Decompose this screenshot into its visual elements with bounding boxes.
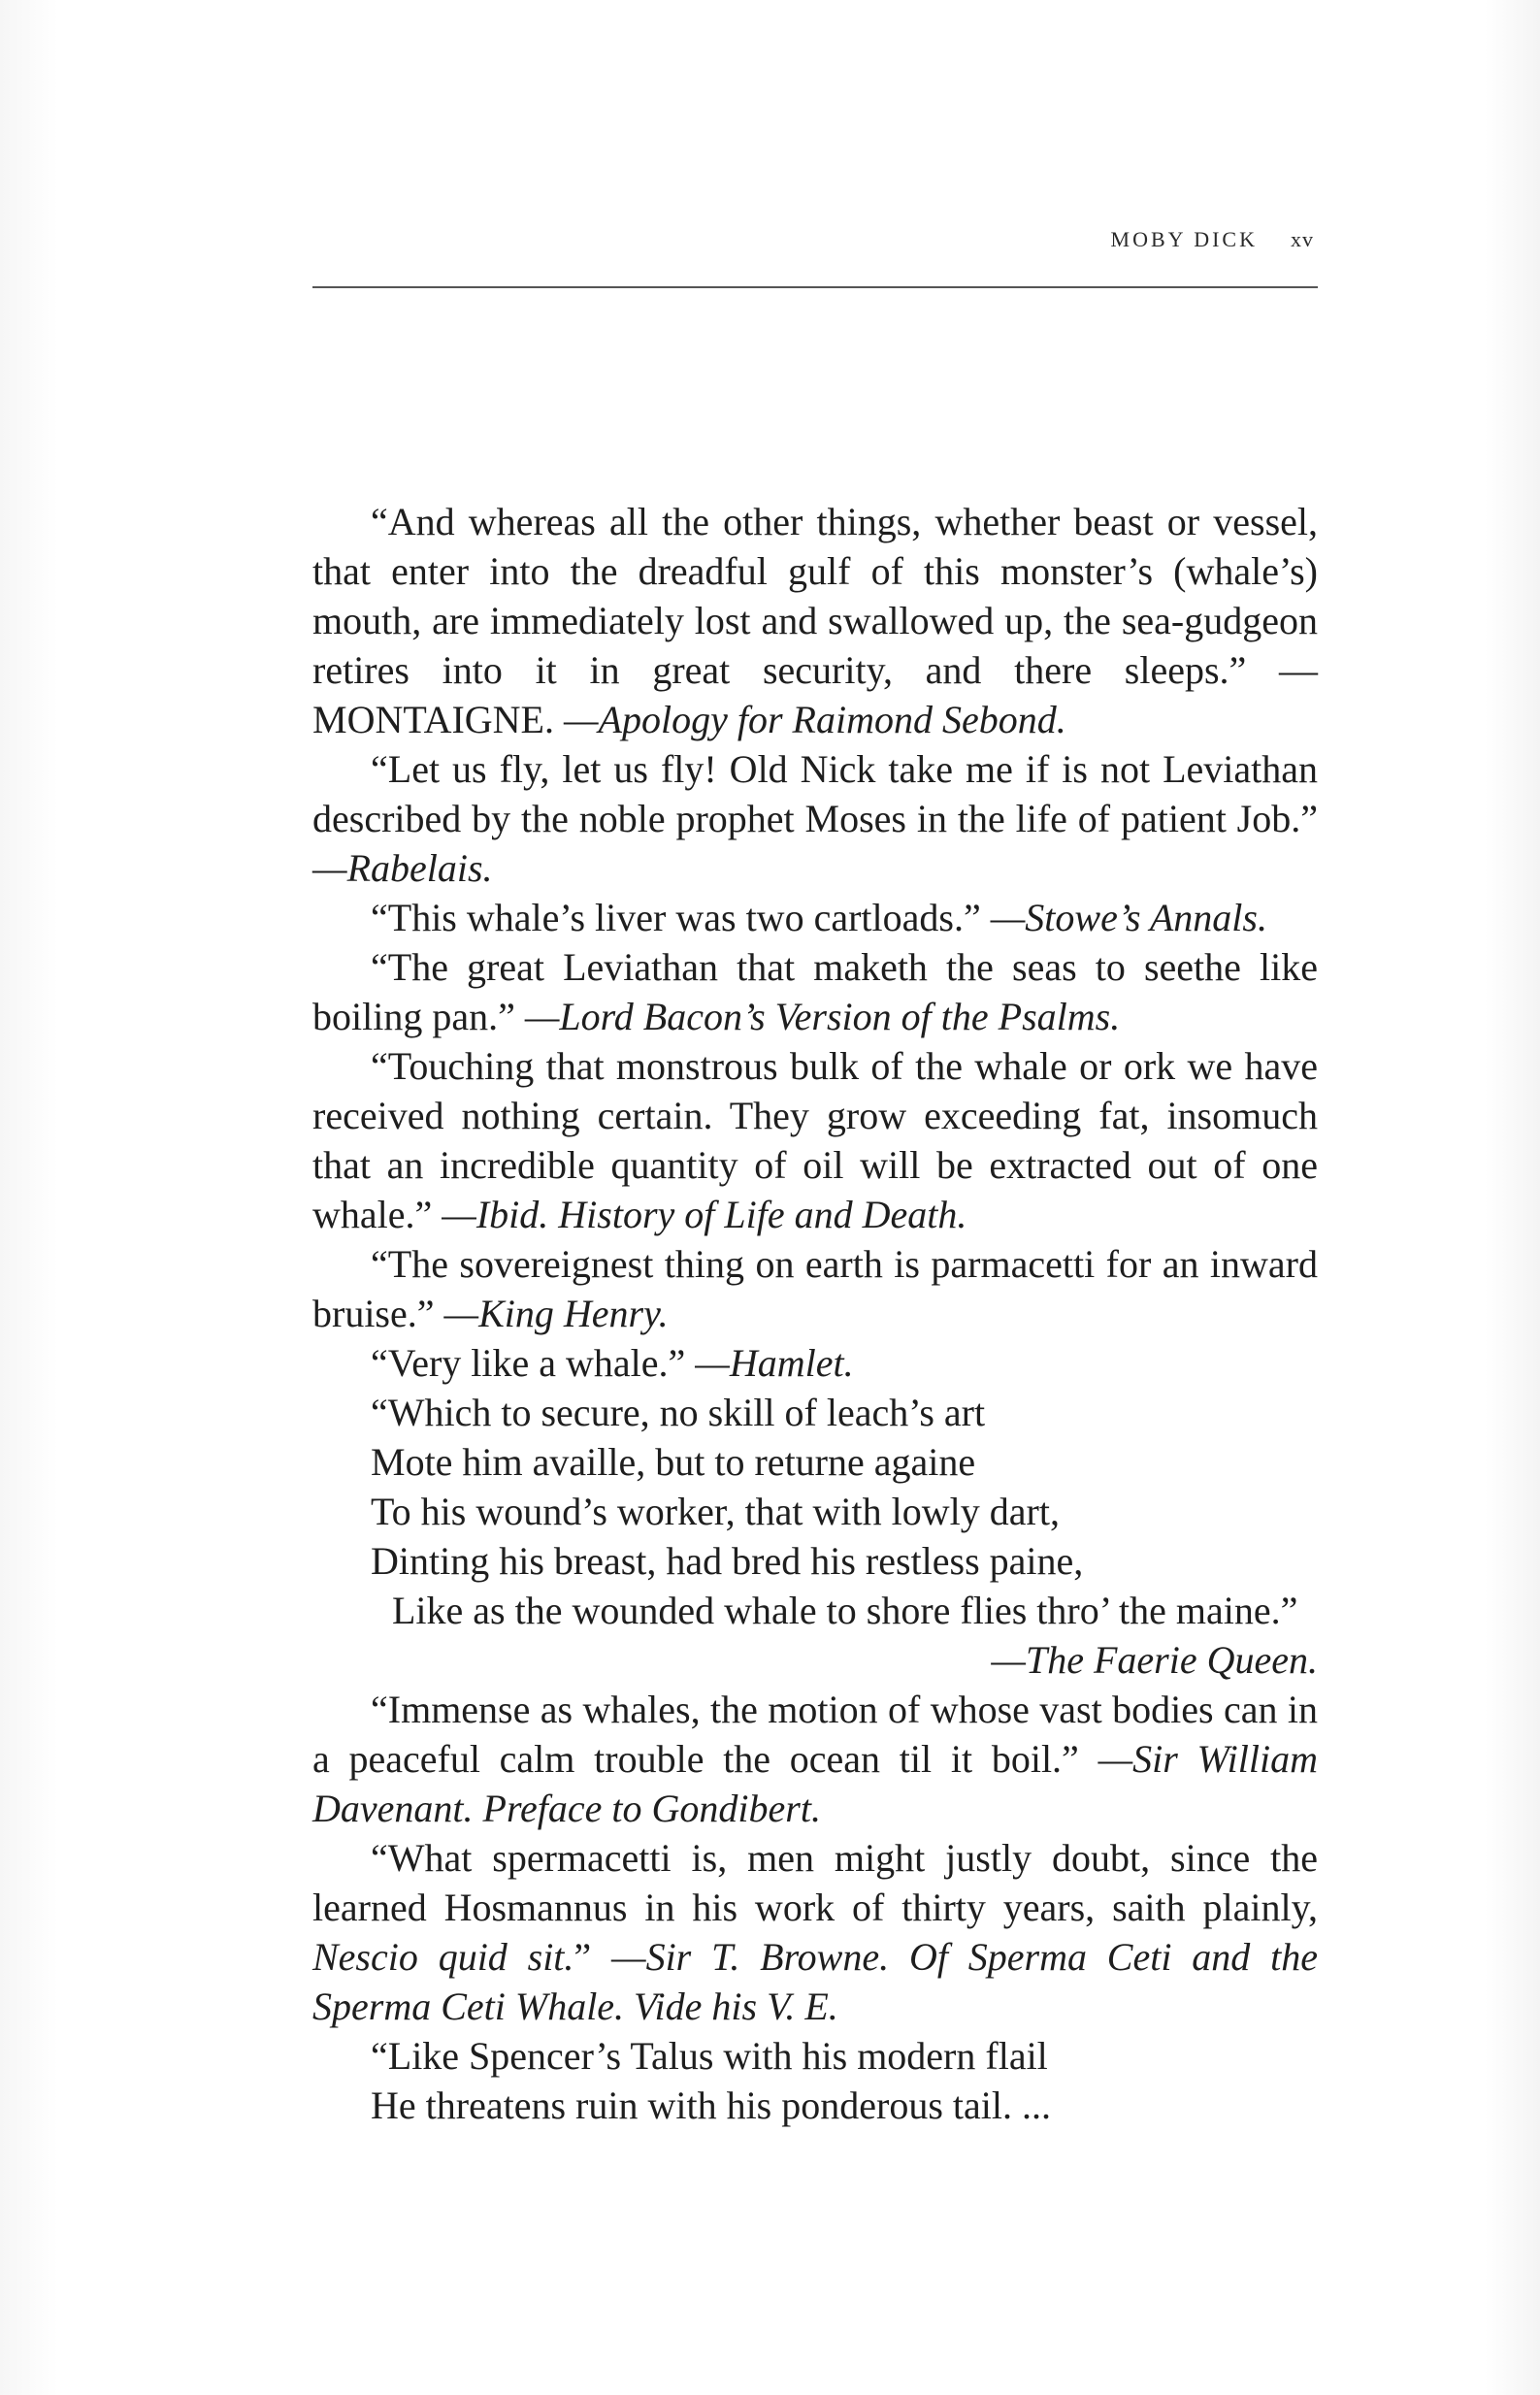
- source-citation: —Sir William Davenant. Preface to Gondibert.: [312, 1737, 1318, 1830]
- latin-phrase: Nescio quid sit.: [312, 1935, 574, 1979]
- verse-line: “Like Spencer’s Talus with his modern flail: [371, 2034, 1048, 2078]
- extract-paragraph: [312, 893, 1318, 942]
- extract-paragraph: [312, 942, 1318, 1041]
- source-citation: —Apology for Raimond Sebond.: [563, 698, 1066, 741]
- quote-text: “What spermacetti is, men might justly doubt, since the learned Hosmannus in his work of thirty years, saith plainly,: [312, 1836, 1318, 1929]
- extract-paragraph: [312, 1338, 1318, 1388]
- extract-paragraph: [312, 1041, 1318, 1239]
- header-rule: [312, 286, 1318, 288]
- extract-paragraph: [312, 497, 1318, 744]
- quote-text: “Let us fly, let us fly! Old Nick take me if is not Leviathan described by the noble prophet Moses in the life of patient Job.”: [312, 747, 1318, 840]
- quote-text: “Immense as whales, the motion of whose vast bodies can in a peaceful calm trouble the ocean til it boil.”: [312, 1688, 1318, 1781]
- running-header: [1111, 227, 1314, 252]
- verse-line: Mote him availle, but to returne againe: [371, 1440, 976, 1484]
- verse-line: He threatens ruin with his ponderous tail. ...: [371, 2083, 1051, 2127]
- source-citation: —Sir T. Browne. Of Sperma Ceti and the Sperma Ceti Whale. Vide his V. E.: [312, 1935, 1318, 2028]
- source-citation: —The Faerie Queen.: [991, 1638, 1318, 1682]
- quote-close: ”: [573, 1935, 611, 1979]
- extract-paragraph: [312, 1833, 1318, 2031]
- verse-line: To his wound’s worker, that with lowly dart,: [371, 1490, 1060, 1533]
- verse-attribution: [312, 1635, 1318, 1685]
- page-number: xv: [1291, 227, 1314, 251]
- extract-paragraph: [312, 1685, 1318, 1833]
- body-text: [312, 497, 1318, 2130]
- verse-block: [312, 1388, 1318, 1685]
- quote-text: “The great Leviathan that maketh the seas to seethe like boiling pan.”: [312, 945, 1318, 1038]
- extract-paragraph: [312, 744, 1318, 893]
- verse-line: Dinting his breast, had bred his restless paine,: [371, 1539, 1084, 1583]
- source-citation: —Rabelais.: [312, 846, 493, 890]
- quote-text: “Touching that monstrous bulk of the whale or ork we have received nothing certain. They grow exceeding fat, insomuch that an incredible quantity of oil will be extracted out of one whale.”: [312, 1044, 1318, 1236]
- quote-text: “And whereas all the other things, whether beast or vessel, that enter into the dreadful gulf of this monster’s (whale’s) mouth, are immediately lost and swallowed up, the sea-gudgeon retires into it in great security, and there sleeps.” — MONTAIGNE.: [312, 500, 1318, 741]
- quote-text: “This whale’s liver was two cartloads.”: [371, 896, 991, 939]
- source-citation: —Stowe’s Annals.: [990, 896, 1267, 939]
- verse-block: [312, 2031, 1318, 2130]
- running-title: MOBY DICK: [1110, 227, 1258, 251]
- source-citation: —Lord Bacon’s Version of the Psalms.: [524, 995, 1121, 1038]
- quote-text: “Very like a whale.”: [371, 1341, 696, 1385]
- source-citation: —Hamlet.: [695, 1341, 854, 1385]
- source-citation: —Ibid. History of Life and Death.: [442, 1193, 967, 1236]
- verse-line: Like as the wounded whale to shore flies thro’ the maine.”: [392, 1589, 1298, 1632]
- verse-line: “Which to secure, no skill of leach’s art: [371, 1391, 986, 1434]
- quote-text: “The sovereignest thing on earth is parmacetti for an inward bruise.”: [312, 1242, 1318, 1335]
- extract-paragraph: [312, 1239, 1318, 1338]
- source-citation: —King Henry.: [443, 1292, 669, 1335]
